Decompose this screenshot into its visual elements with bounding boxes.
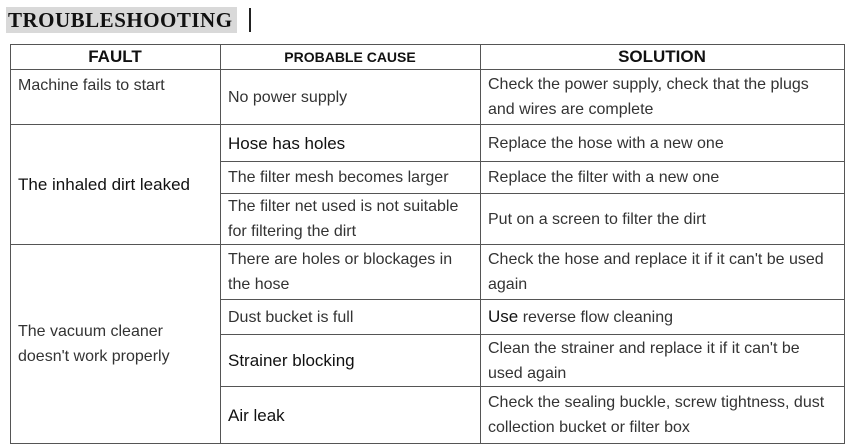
text-cursor — [249, 8, 251, 32]
cause-cell: Hose has holes — [221, 125, 481, 162]
header-fault: FAULT — [11, 45, 221, 70]
cause-cell: The filter net used is not suitable for filtering the dirt — [221, 194, 481, 245]
cause-cell: Air leak — [221, 387, 481, 444]
header-solution: SOLUTION — [481, 45, 845, 70]
solution-cell: Clean the strainer and replace it if it can't be used again — [481, 335, 845, 387]
table-row — [11, 125, 845, 162]
title-bar — [6, 6, 251, 34]
solution-cell: Check the sealing buckle, screw tightness, dust collection bucket or filter box — [481, 387, 845, 444]
cause-cell: There are holes or blockages in the hose — [221, 245, 481, 300]
fault-cell: Machine fails to start — [11, 70, 221, 125]
solution-cell: Replace the hose with a new one — [481, 125, 845, 162]
fault-cell: The inhaled dirt leaked — [11, 125, 221, 245]
header-row — [11, 45, 845, 70]
cause-cell: Strainer blocking — [221, 335, 481, 387]
solution-cell: Check the hose and replace it if it can't be used again — [481, 245, 845, 300]
header-cause: PROBABLE CAUSE — [221, 45, 481, 70]
solution-text: reverse flow cleaning — [522, 309, 673, 326]
solution-cell: Put on a screen to filter the dirt — [481, 194, 845, 245]
solution-cell: Replace the filter with a new one — [481, 162, 845, 194]
table-row — [11, 70, 845, 125]
troubleshooting-table — [10, 44, 845, 444]
solution-cell — [481, 300, 845, 335]
cause-cell: Dust bucket is full — [221, 300, 481, 335]
cause-cell: No power supply — [221, 70, 481, 125]
fault-cell: The vacuum cleaner doesn't work properly — [11, 245, 221, 444]
cause-cell: The filter mesh becomes larger — [221, 162, 481, 194]
solution-lead: Use — [488, 307, 519, 326]
table-row — [11, 245, 845, 300]
solution-cell: Check the power supply, check that the plugs and wires are complete — [481, 70, 845, 125]
page-title: TROUBLESHOOTING — [6, 7, 237, 33]
